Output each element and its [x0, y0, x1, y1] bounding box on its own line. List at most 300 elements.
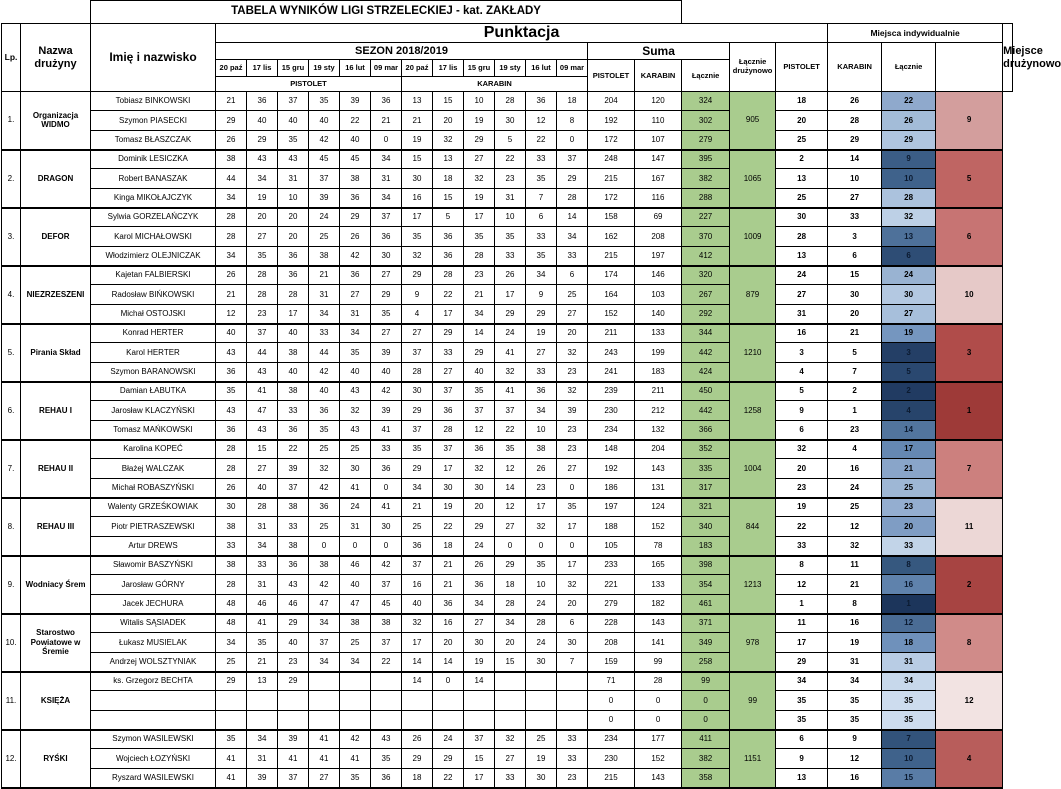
team-lp: 8.	[2, 498, 21, 556]
ind-pistol-place: 22	[776, 517, 828, 537]
sum-total: 340	[682, 517, 730, 537]
team-place: 8	[936, 614, 1003, 672]
player-name: Tomasz MAŃKOWSKI	[91, 421, 216, 440]
pistol-score: 40	[309, 111, 340, 131]
rifle-score	[526, 691, 557, 711]
pistol-score: 42	[340, 730, 371, 749]
player-name: Sławomir BASZYŃSKI	[91, 556, 216, 575]
pistol-score: 29	[340, 208, 371, 227]
pistol-score	[340, 691, 371, 711]
rifle-score: 29	[495, 305, 526, 324]
header-team: Nazwa drużyny	[21, 24, 91, 92]
pistol-score: 43	[247, 150, 278, 169]
pistol-score: 36	[371, 459, 402, 479]
table-row	[2, 208, 1024, 227]
ind-pistol-place: 30	[776, 208, 828, 227]
pistol-score: 34	[216, 247, 247, 266]
team-total: 1151	[730, 730, 776, 788]
rifle-score: 29	[495, 556, 526, 575]
pistol-score: 37	[278, 769, 309, 788]
rifle-score: 37	[433, 440, 464, 459]
sum-rifle: 143	[635, 614, 682, 633]
rifle-score: 24	[495, 324, 526, 343]
pistol-score: 27	[247, 459, 278, 479]
table-row	[2, 595, 1024, 614]
pistol-score: 44	[309, 343, 340, 363]
pistol-score: 42	[340, 247, 371, 266]
rifle-score: 5	[495, 131, 526, 150]
pistol-score: 43	[371, 730, 402, 749]
header-date-rifle: 16 lut	[526, 60, 557, 77]
rifle-score	[464, 711, 495, 730]
pistol-score: 33	[371, 440, 402, 459]
rifle-score: 21	[464, 285, 495, 305]
rifle-score: 30	[464, 633, 495, 653]
ind-pistol-place: 20	[776, 111, 828, 131]
rifle-score: 30	[402, 382, 433, 401]
pistol-score	[278, 711, 309, 730]
player-name: Witalis SĄSIADEK	[91, 614, 216, 633]
rifle-score: 20	[495, 633, 526, 653]
sum-rifle: 199	[635, 343, 682, 363]
rifle-score	[433, 691, 464, 711]
pistol-score: 17	[278, 305, 309, 324]
rifle-score: 36	[526, 92, 557, 111]
pistol-score: 40	[278, 363, 309, 382]
player-name: Włodzimierz OLEJNICZAK	[91, 247, 216, 266]
rifle-score: 0	[526, 537, 557, 556]
rifle-score: 27	[464, 150, 495, 169]
rifle-score: 15	[464, 749, 495, 769]
sum-total: 371	[682, 614, 730, 633]
pistol-score: 36	[216, 363, 247, 382]
pistol-score: 31	[247, 517, 278, 537]
rifle-score: 15	[433, 189, 464, 208]
sum-pistol: 159	[588, 653, 635, 672]
table-row	[2, 730, 1024, 749]
rifle-score: 41	[495, 343, 526, 363]
sum-total: 288	[682, 189, 730, 208]
ind-total-place: 30	[882, 285, 936, 305]
pistol-score: 34	[247, 537, 278, 556]
table-row	[2, 537, 1024, 556]
rifle-score: 35	[464, 227, 495, 247]
pistol-score: 41	[309, 730, 340, 749]
ind-pistol-place: 13	[776, 769, 828, 788]
pistol-score: 25	[340, 633, 371, 653]
rifle-score	[557, 672, 588, 691]
ind-rifle-place: 28	[828, 111, 882, 131]
pistol-score: 28	[247, 285, 278, 305]
pistol-score: 28	[216, 575, 247, 595]
pistol-score: 26	[216, 131, 247, 150]
sum-pistol: 158	[588, 208, 635, 227]
sum-pistol: 215	[588, 769, 635, 788]
rifle-score: 34	[402, 479, 433, 498]
rifle-score: 32	[526, 517, 557, 537]
pistol-score: 35	[340, 343, 371, 363]
rifle-score: 14	[557, 208, 588, 227]
rifle-score: 36	[464, 440, 495, 459]
rifle-score: 32	[557, 382, 588, 401]
rifle-score: 9	[402, 285, 433, 305]
rifle-score: 33	[495, 769, 526, 788]
sum-total: 412	[682, 247, 730, 266]
pistol-score: 35	[309, 92, 340, 111]
sum-total: 267	[682, 285, 730, 305]
player-name: Robert BANASZAK	[91, 169, 216, 189]
pistol-score: 28	[216, 227, 247, 247]
player-name: Szymon PIASECKI	[91, 111, 216, 131]
rifle-score: 28	[557, 189, 588, 208]
ind-rifle-place: 30	[828, 285, 882, 305]
sum-pistol: 0	[588, 711, 635, 730]
table-row	[2, 382, 1024, 401]
team-place: 10	[936, 266, 1003, 324]
rifle-score: 24	[464, 537, 495, 556]
table-row	[2, 247, 1024, 266]
sum-total: 382	[682, 169, 730, 189]
pistol-score: 42	[371, 382, 402, 401]
pistol-score: 43	[216, 401, 247, 421]
rifle-score: 29	[402, 459, 433, 479]
table-row	[2, 343, 1024, 363]
rifle-score: 36	[402, 537, 433, 556]
rifle-score: 12	[495, 459, 526, 479]
sum-pistol: 186	[588, 479, 635, 498]
rifle-score: 19	[433, 498, 464, 517]
rifle-score: 17	[464, 208, 495, 227]
pistol-score: 43	[340, 382, 371, 401]
rifle-score: 21	[402, 498, 433, 517]
ind-total-place: 24	[882, 266, 936, 285]
player-name: Błażej WALCZAK	[91, 459, 216, 479]
rifle-score: 35	[557, 498, 588, 517]
player-name: Piotr PIETRASZEWSKI	[91, 517, 216, 537]
ind-rifle-place: 8	[828, 595, 882, 614]
pistol-score: 33	[278, 401, 309, 421]
ind-pistol-place: 1	[776, 595, 828, 614]
sum-pistol: 192	[588, 111, 635, 131]
pistol-score: 26	[216, 479, 247, 498]
rifle-score: 37	[402, 556, 433, 575]
sum-rifle: 211	[635, 382, 682, 401]
pistol-score: 40	[340, 363, 371, 382]
table-row	[2, 266, 1024, 285]
ind-rifle-place: 27	[828, 189, 882, 208]
header-sum-rifle: KARABIN	[635, 60, 682, 92]
sum-rifle: 110	[635, 111, 682, 131]
sum-total: 335	[682, 459, 730, 479]
pistol-score: 40	[309, 382, 340, 401]
pistol-score: 25	[216, 653, 247, 672]
ind-rifle-place: 23	[828, 421, 882, 440]
pistol-score: 23	[247, 305, 278, 324]
pistol-score	[371, 672, 402, 691]
sum-total: 411	[682, 730, 730, 749]
team-name: DEFOR	[21, 208, 91, 266]
team-place: 7	[936, 440, 1003, 498]
ind-total-place: 1	[882, 595, 936, 614]
rifle-score: 19	[526, 324, 557, 343]
sum-rifle: 212	[635, 401, 682, 421]
ind-pistol-place: 2	[776, 150, 828, 169]
sum-total: 442	[682, 343, 730, 363]
player-name: Andrzej WOLSZTYNIAK	[91, 653, 216, 672]
rifle-score: 27	[526, 343, 557, 363]
rifle-score: 37	[557, 150, 588, 169]
rifle-score: 35	[526, 556, 557, 575]
table-row	[2, 401, 1024, 421]
player-name: Michał OSTOJSKI	[91, 305, 216, 324]
sum-pistol: 239	[588, 382, 635, 401]
rifle-score	[495, 711, 526, 730]
sum-pistol: 192	[588, 459, 635, 479]
pistol-score: 29	[278, 672, 309, 691]
sum-rifle: 140	[635, 305, 682, 324]
ind-pistol-place: 34	[776, 672, 828, 691]
pistol-score	[309, 672, 340, 691]
pistol-score: 38	[278, 537, 309, 556]
rifle-score: 35	[495, 227, 526, 247]
ind-pistol-place: 3	[776, 343, 828, 363]
rifle-score: 0	[557, 131, 588, 150]
rifle-score: 26	[526, 459, 557, 479]
rifle-score: 21	[433, 556, 464, 575]
rifle-score: 30	[464, 479, 495, 498]
rifle-score	[402, 691, 433, 711]
rifle-score: 37	[464, 730, 495, 749]
pistol-score: 38	[278, 498, 309, 517]
pistol-score: 46	[340, 556, 371, 575]
rifle-score: 28	[402, 363, 433, 382]
rifle-score: 33	[495, 247, 526, 266]
pistol-score: 28	[247, 498, 278, 517]
pistol-score: 40	[340, 131, 371, 150]
team-place: 2	[936, 556, 1003, 614]
pistol-score: 33	[309, 324, 340, 343]
pistol-score: 41	[247, 382, 278, 401]
rifle-score: 6	[557, 266, 588, 285]
ind-total-place: 8	[882, 556, 936, 575]
header-season: SEZON 2018/2019	[216, 43, 588, 60]
pistol-score: 27	[371, 266, 402, 285]
table-row	[2, 131, 1024, 150]
rifle-score: 32	[464, 169, 495, 189]
team-place: 4	[936, 730, 1003, 788]
rifle-score: 17	[433, 459, 464, 479]
pistol-score: 20	[247, 208, 278, 227]
ind-total-place: 26	[882, 111, 936, 131]
ind-total-place: 33	[882, 537, 936, 556]
rifle-score: 21	[433, 575, 464, 595]
rifle-score: 15	[495, 653, 526, 672]
rifle-score: 6	[557, 614, 588, 633]
pistol-score: 42	[309, 131, 340, 150]
pistol-score: 35	[309, 421, 340, 440]
pistol-score: 27	[247, 227, 278, 247]
pistol-score: 43	[278, 575, 309, 595]
rifle-score: 10	[464, 92, 495, 111]
sum-rifle: 0	[635, 711, 682, 730]
pistol-score: 21	[247, 653, 278, 672]
team-lp: 4.	[2, 266, 21, 324]
pistol-score: 12	[216, 305, 247, 324]
sum-total: 461	[682, 595, 730, 614]
pistol-score: 0	[371, 131, 402, 150]
rifle-score: 18	[433, 537, 464, 556]
pistol-score: 31	[340, 305, 371, 324]
header-date-rifle: 15 gru	[464, 60, 495, 77]
team-name: KSIĘŻA	[21, 672, 91, 730]
player-name: Jarosław KLACZYŃSKI	[91, 401, 216, 421]
rifle-score: 37	[433, 382, 464, 401]
pistol-score: 32	[309, 459, 340, 479]
pistol-score: 37	[371, 208, 402, 227]
rifle-score: 34	[464, 595, 495, 614]
rifle-score: 32	[495, 730, 526, 749]
rifle-score: 28	[526, 614, 557, 633]
ind-total-place: 18	[882, 633, 936, 653]
rifle-score: 21	[402, 111, 433, 131]
table-row	[2, 92, 1024, 111]
pistol-score: 31	[371, 169, 402, 189]
pistol-score: 30	[371, 247, 402, 266]
pistol-score: 40	[278, 633, 309, 653]
ind-pistol-place: 24	[776, 266, 828, 285]
sum-total: 279	[682, 131, 730, 150]
pistol-score: 36	[278, 421, 309, 440]
player-name: Kinga MIKOŁAJCZYK	[91, 189, 216, 208]
team-name: Starostwo Powiatowe w Śremie	[21, 614, 91, 672]
pistol-score: 39	[247, 769, 278, 788]
rifle-score: 29	[526, 305, 557, 324]
rifle-score: 0	[557, 537, 588, 556]
ind-total-place: 10	[882, 749, 936, 769]
rifle-score: 29	[433, 324, 464, 343]
pistol-score: 25	[309, 440, 340, 459]
pistol-score: 23	[278, 653, 309, 672]
rifle-score: 19	[402, 131, 433, 150]
rifle-score	[464, 691, 495, 711]
rifle-score: 16	[402, 575, 433, 595]
sum-rifle: 78	[635, 537, 682, 556]
rifle-score: 5	[433, 208, 464, 227]
rifle-score: 13	[402, 92, 433, 111]
pistol-score: 34	[371, 189, 402, 208]
rifle-score: 23	[526, 479, 557, 498]
pistol-score: 21	[309, 266, 340, 285]
sum-rifle: 116	[635, 189, 682, 208]
team-place: 11	[936, 498, 1003, 556]
rifle-score: 36	[526, 382, 557, 401]
pistol-score: 10	[278, 189, 309, 208]
rifle-score: 26	[495, 266, 526, 285]
team-name: REHAU II	[21, 440, 91, 498]
pistol-score: 25	[309, 227, 340, 247]
pistol-score: 36	[247, 92, 278, 111]
table-row	[2, 711, 1024, 730]
rifle-score: 29	[402, 401, 433, 421]
ind-pistol-place: 29	[776, 653, 828, 672]
team-total: 99	[730, 672, 776, 730]
rifle-score: 6	[526, 208, 557, 227]
sum-pistol: 197	[588, 498, 635, 517]
rifle-score: 27	[557, 459, 588, 479]
pistol-score: 38	[309, 556, 340, 575]
pistol-score: 36	[309, 498, 340, 517]
sum-rifle: 152	[635, 749, 682, 769]
rifle-score	[433, 711, 464, 730]
sum-pistol: 208	[588, 633, 635, 653]
sum-rifle: 143	[635, 459, 682, 479]
rifle-score: 17	[495, 285, 526, 305]
ind-pistol-place: 6	[776, 421, 828, 440]
rifle-score: 12	[526, 111, 557, 131]
pistol-score: 25	[309, 517, 340, 537]
pistol-score: 30	[216, 498, 247, 517]
team-name: DRAGON	[21, 150, 91, 208]
pistol-score: 41	[247, 614, 278, 633]
sum-rifle: 120	[635, 92, 682, 111]
sum-rifle: 107	[635, 131, 682, 150]
team-lp: 9.	[2, 556, 21, 614]
rifle-score	[557, 691, 588, 711]
player-name: Artur DREWS	[91, 537, 216, 556]
pistol-score	[247, 711, 278, 730]
rifle-score	[495, 691, 526, 711]
sum-pistol: 174	[588, 266, 635, 285]
pistol-score: 33	[247, 556, 278, 575]
pistol-score: 34	[216, 189, 247, 208]
pistol-score: 35	[340, 769, 371, 788]
rifle-score: 27	[464, 614, 495, 633]
pistol-score: 41	[216, 769, 247, 788]
table-row	[2, 459, 1024, 479]
pistol-score	[216, 691, 247, 711]
table-row	[2, 498, 1024, 517]
pistol-score: 43	[247, 421, 278, 440]
ind-total-place: 4	[882, 401, 936, 421]
pistol-score: 41	[216, 749, 247, 769]
header-sum-total: Łącznie	[682, 60, 730, 92]
ind-rifle-place: 5	[828, 343, 882, 363]
ind-rifle-place: 21	[828, 575, 882, 595]
team-lp: 12.	[2, 730, 21, 788]
rifle-score: 33	[433, 343, 464, 363]
pistol-score: 28	[247, 266, 278, 285]
rifle-score: 22	[495, 150, 526, 169]
pistol-score: 35	[371, 305, 402, 324]
ind-pistol-place: 4	[776, 363, 828, 382]
ind-pistol-place: 23	[776, 479, 828, 498]
pistol-score: 13	[247, 672, 278, 691]
rifle-score: 18	[433, 169, 464, 189]
sum-pistol: 0	[588, 691, 635, 711]
player-name: Tobiasz BINKOWSKI	[91, 92, 216, 111]
table-row	[2, 305, 1024, 324]
pistol-score: 38	[216, 517, 247, 537]
rifle-score: 9	[526, 285, 557, 305]
sum-rifle: 182	[635, 595, 682, 614]
sum-total: 292	[682, 305, 730, 324]
ind-pistol-place: 25	[776, 131, 828, 150]
table-title: TABELA WYNIKÓW LIGI STRZELECKIEJ - kat. ZAKŁADY	[91, 1, 682, 24]
team-total: 879	[730, 266, 776, 324]
rifle-score: 30	[526, 769, 557, 788]
ind-rifle-place: 14	[828, 150, 882, 169]
table-row	[2, 227, 1024, 247]
